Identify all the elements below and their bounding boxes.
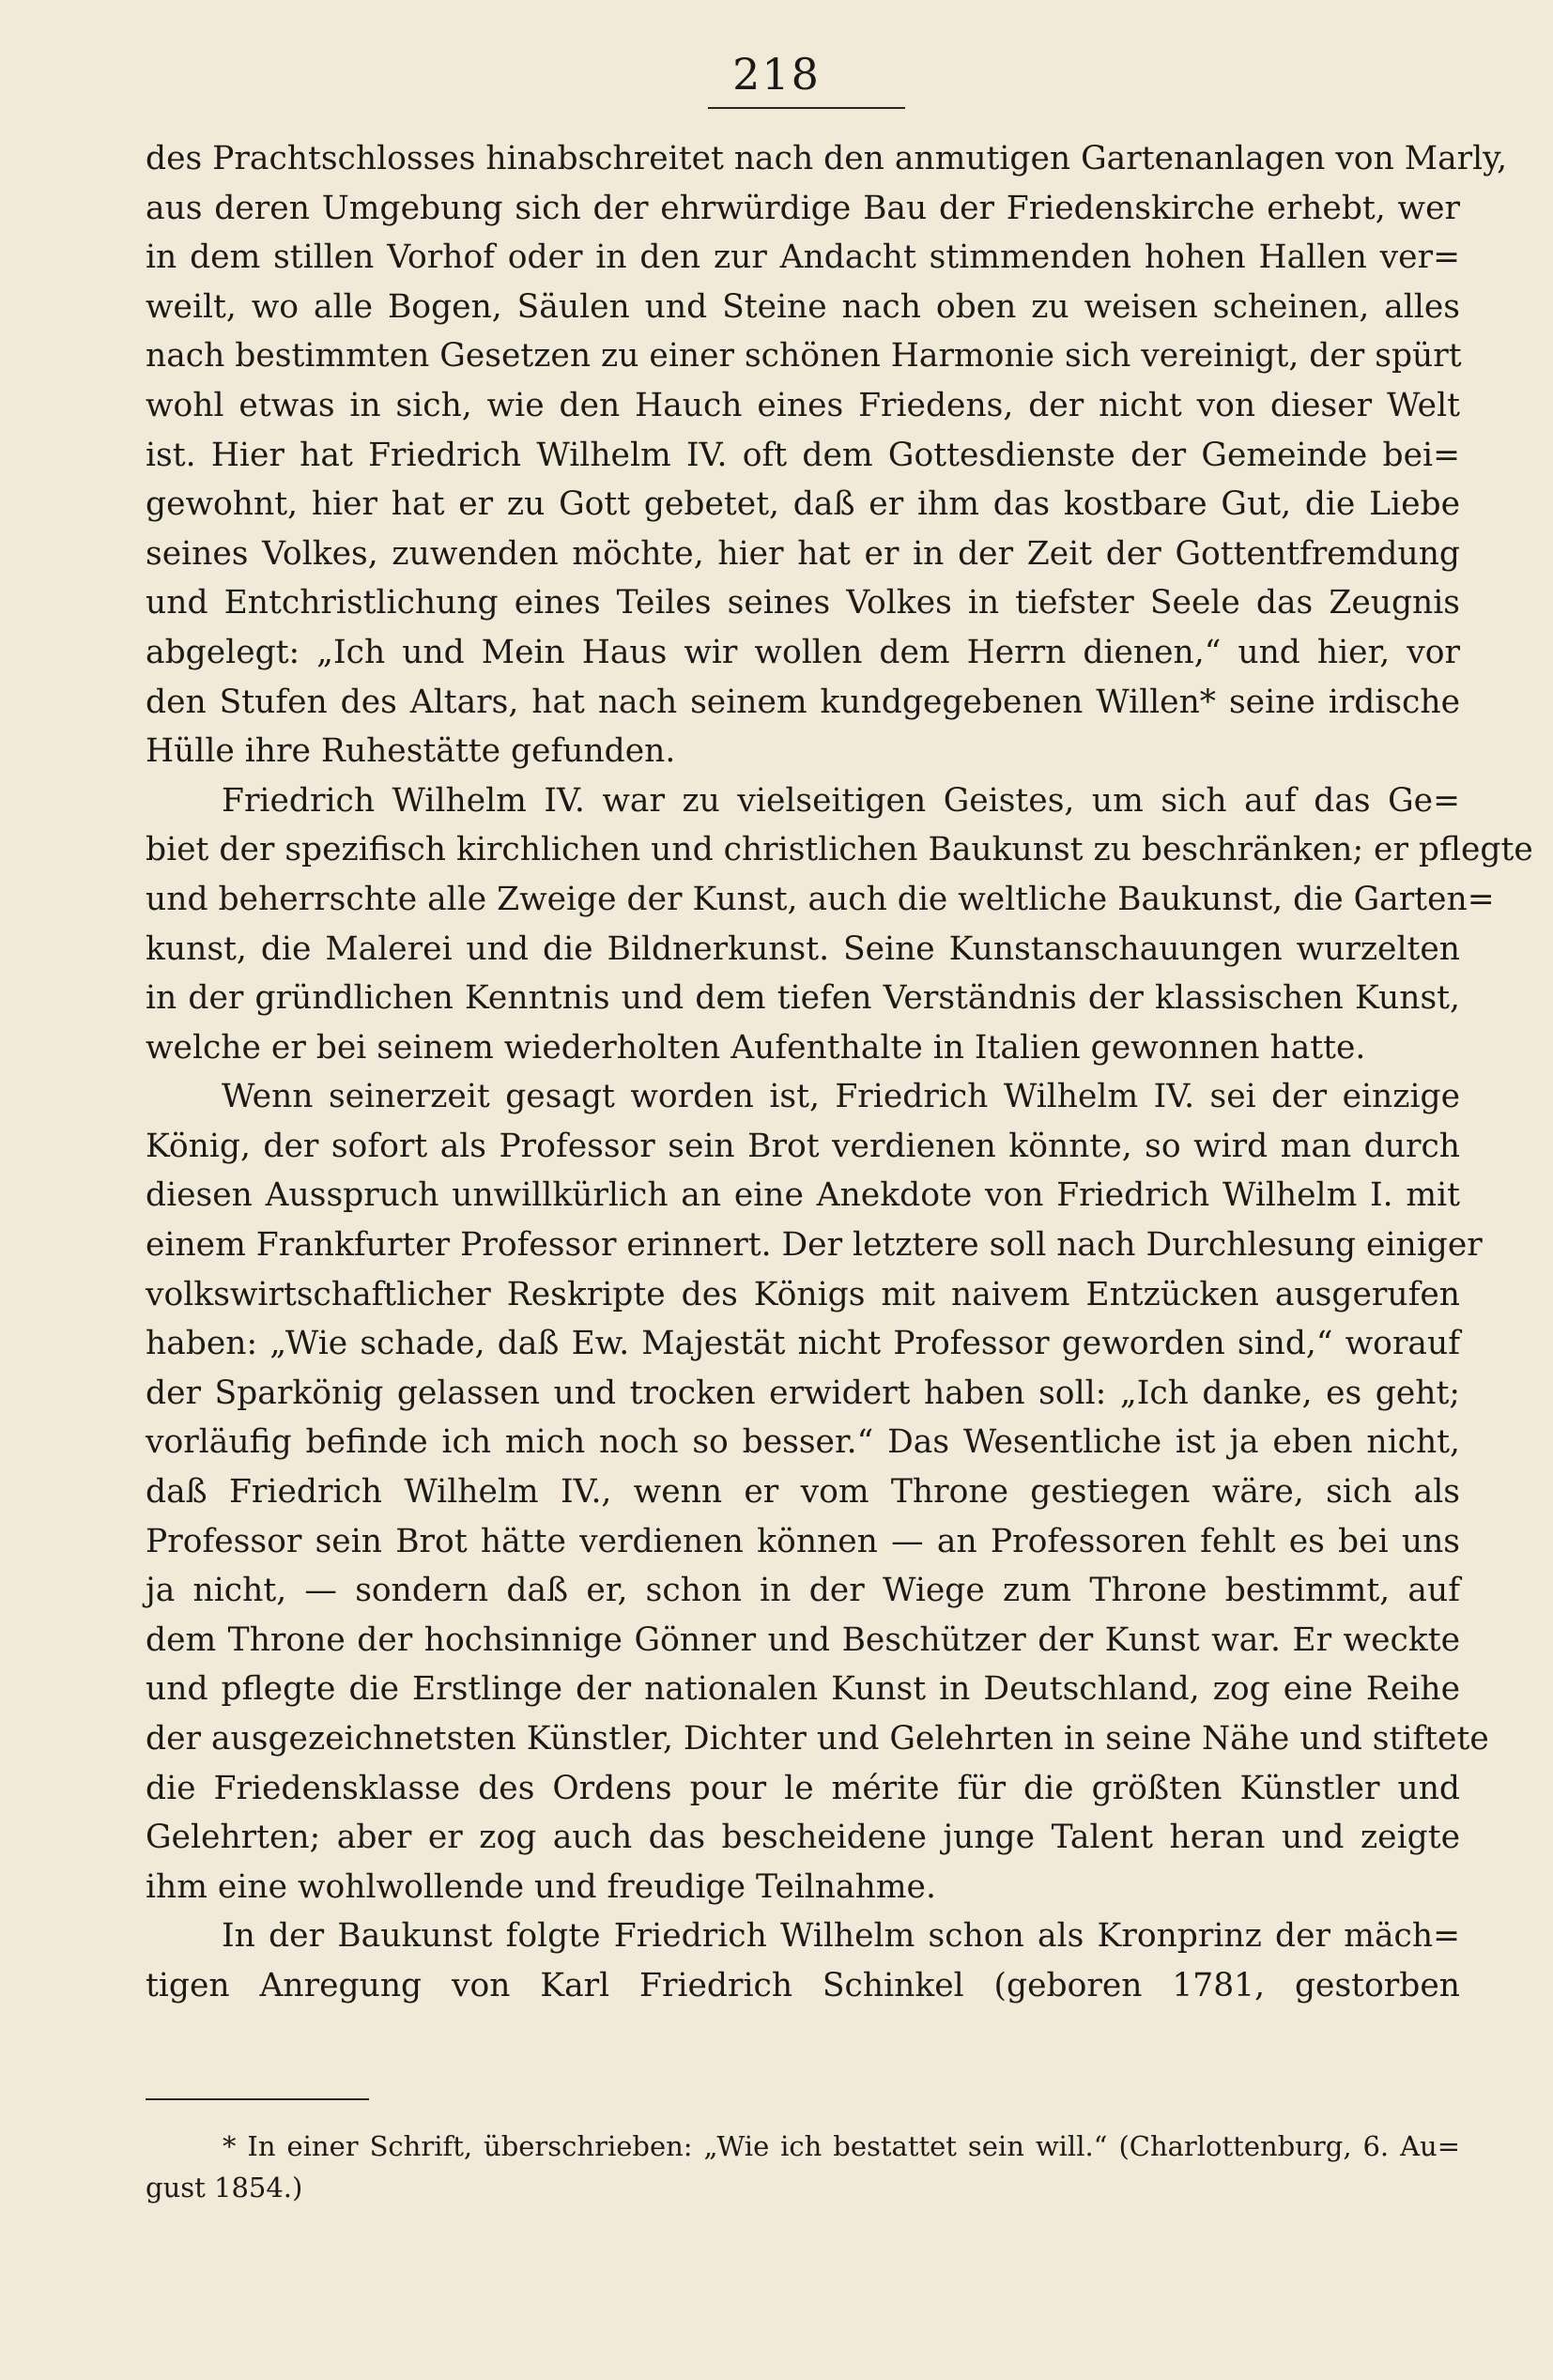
text-line: König, der sofort als Professor sein Brot verdienen könnte, so wird man durch (146, 1127, 1460, 1165)
text-line: gewohnt, hier hat er zu Gott gebetet, daß er ihm das kostbare Gut, die Liebe (146, 485, 1460, 524)
text-line: der ausgezeichnetsten Künstler, Dichter und Gelehrten in seine Nähe und stiftete (146, 1720, 1489, 1758)
text-line: biet der spezifisch kirchlichen und christlichen Baukunst zu beschränken; er pflegte (146, 831, 1533, 869)
text-line: kunst, die Malerei und die Bildnerkunst. Seine Kunstanschauungen wurzelten (146, 929, 1460, 968)
text-line: In der Baukunst folgte Friedrich Wilhelm schon als Kronprinz der mäch= (222, 1917, 1460, 1956)
text-line: daß Friedrich Wilhelm IV., wenn er vom Throne gestiegen wäre, sich als (146, 1473, 1460, 1512)
text-line: haben: „Wie schade, daß Ew. Majestät nicht Professor geworden sind,“ worauf (146, 1325, 1460, 1363)
text-line: wohl etwas in sich, wie den Hauch eines Friedens, der nicht von dieser Welt (146, 386, 1460, 424)
text-line: dem Throne der hochsinnige Gönner und Beschützer der Kunst war. Er weckte (146, 1620, 1460, 1659)
text-line: Professor sein Brot hätte verdienen können — an Professoren fehlt es bei uns (146, 1522, 1460, 1560)
text-line: seines Volkes, zuwenden möchte, hier hat er in der Zeit der Gottentfremdung (146, 534, 1460, 573)
text-line: volkswirtschaftlicher Reskripte des Königs mit naivem Entzücken ausgerufen (146, 1275, 1460, 1313)
footnote-line: gust 1854.) (146, 2172, 303, 2203)
text-line: diesen Ausspruch unwillkürlich an eine Anekdote von Friedrich Wilhelm I. mit (146, 1176, 1460, 1215)
text-line: die Friedensklasse des Ordens pour le mérite für die größten Künstler und (146, 1769, 1460, 1807)
text-line: nach bestimmten Gesetzen zu einer schönen Harmonie sich vereinigt, der spürt (146, 337, 1462, 376)
text-line: und Entchristlichung eines Teiles seines Volkes in tiefster Seele das Zeugnis (146, 584, 1460, 622)
footnotes (146, 2126, 1460, 2208)
text-line: Wenn seinerzeit gesagt worden ist, Friedrich Wilhelm IV. sei der einzige (222, 1078, 1460, 1116)
footnote-rule (146, 2098, 369, 2100)
text-line: tigen Anregung von Karl Friedrich Schinkel (geboren 1781, gestorben (146, 1966, 1460, 2004)
text-line: und pflegte die Erstlinge der nationalen Kunst in Deutschland, zog eine Reihe (146, 1670, 1460, 1709)
text-line: der Sparkönig gelassen und trocken erwidert haben soll: „Ich danke, es geht; (146, 1374, 1460, 1412)
text-line: aus deren Umgebung sich der ehrwürdige Bau der Friedenskirche erhebt, wer (146, 189, 1460, 227)
text-line: abgelegt: „Ich und Mein Haus wir wollen dem Herrn dienen,“ und hier, vor (146, 633, 1460, 671)
text-line: Friedrich Wilhelm IV. war zu vielseitigen Geistes, um sich auf das Ge= (222, 781, 1460, 820)
text-line: ihm eine wohlwollende und freudige Teilnahme. (146, 1867, 936, 1906)
text-line: den Stufen des Altars, hat nach seinem kundgegebenen Willen* seine irdische (146, 683, 1460, 721)
text-line: ja nicht, — sondern daß er, schon in der Wiege zum Throne bestimmt, auf (146, 1572, 1460, 1610)
body-text (146, 134, 1533, 2011)
text-line: weilt, wo alle Bogen, Säulen und Steine nach oben zu weisen scheinen, alles (146, 287, 1460, 326)
text-line: Gelehrten; aber er zog auch das bescheidene junge Talent heran und zeigte (146, 1819, 1460, 1857)
page-number: 218 (732, 49, 821, 100)
text-line: Hülle ihre Ruhestätte gefunden. (146, 732, 676, 771)
text-line: und beherrschte alle Zweige der Kunst, auch die weltliche Baukunst, die Garten= (146, 880, 1495, 918)
header-rule (708, 107, 905, 109)
text-line: ist. Hier hat Friedrich Wilhelm IV. oft dem Gottesdienste der Gemeinde bei= (146, 436, 1460, 474)
text-line: in der gründlichen Kenntnis und dem tiefen Verständnis der klassischen Kunst, (146, 979, 1460, 1018)
text-line: einem Frankfurter Professor erinnert. Der letztere soll nach Durchlesung einiger (146, 1226, 1483, 1265)
text-line: welche er bei seinem wiederholten Aufenthalte in Italien gewonnen hatte. (146, 1028, 1366, 1067)
text-line: in dem stillen Vorhof oder in den zur Andacht stimmenden hohen Hallen ver= (146, 238, 1460, 277)
footnote-line: * In einer Schrift, überschrieben: „Wie ich bestattet sein will.“ (Charlottenburg, 6. Au= (223, 2130, 1460, 2162)
text-line: des Prachtschlosses hinabschreitet nach den anmutigen Gartenanlagen von Marly, (146, 140, 1508, 177)
text-line: vorläufig befinde ich mich noch so besser.“ Das Wesentliche ist ja eben nicht, (146, 1423, 1460, 1462)
